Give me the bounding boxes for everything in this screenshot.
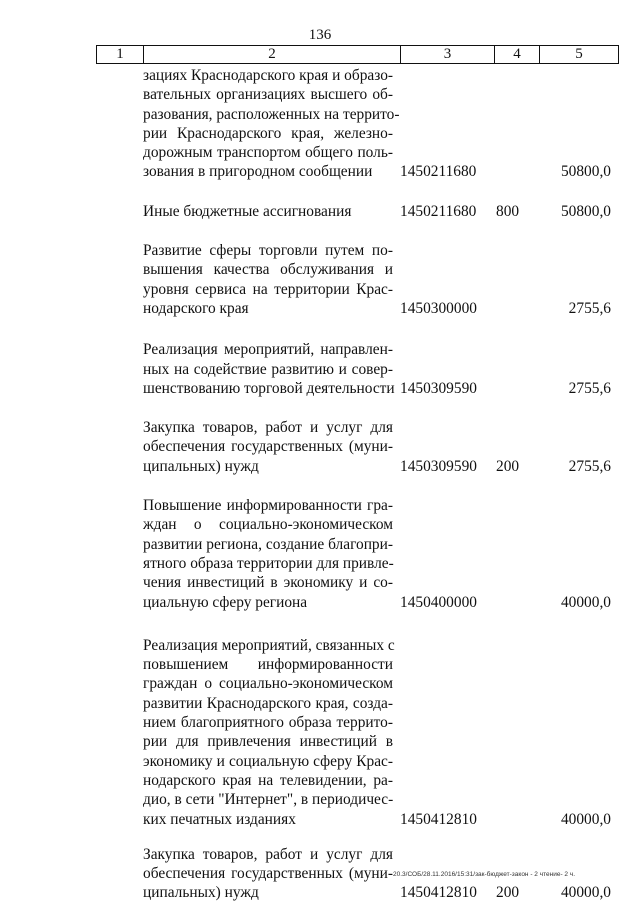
row-group: 200 — [496, 884, 520, 902]
row-code: 1450309590 — [400, 457, 477, 475]
row-code: 1450412810 — [400, 884, 477, 902]
description-line: нием благоприятного образа террито- — [143, 714, 393, 732]
description-line: вышения качества обслуживания и — [143, 261, 393, 279]
description-line: Развитие сферы торговли путем по- — [143, 242, 393, 260]
description-line: шенствованию торговой деятельности — [143, 379, 395, 397]
table-row — [0, 636, 640, 829]
header-col-2: 2 — [144, 46, 401, 64]
row-amount: 2755,6 — [568, 457, 611, 475]
row-description — [143, 496, 393, 612]
header-col-1: 1 — [97, 46, 144, 64]
table-row — [0, 241, 640, 318]
page-number: 136 — [308, 27, 332, 43]
row-amount: 40000,0 — [560, 593, 611, 611]
description-line: Закупка товаров, работ и услуг для — [143, 419, 393, 437]
description-line: ципальных) нужд — [143, 457, 259, 475]
row-code: 1450309590 — [400, 379, 477, 397]
row-amount: 50800,0 — [560, 202, 611, 220]
row-description — [143, 418, 393, 476]
description-line: ных на содействие развитию и совер- — [143, 360, 393, 378]
description-line: зования в пригородном сообщении — [143, 163, 373, 181]
description-line: развитии Краснодарского края, созда- — [143, 694, 393, 712]
footer-stamp: 20.3/СОБ/28.11.2016/15:31/зак-бюджет-закон - 2 чтение- 2 ч. — [393, 871, 576, 878]
description-line: уровня сервиса на территории Крас- — [143, 280, 393, 298]
description-line: дио, в сети "Интернет", в периодичес- — [143, 791, 394, 809]
description-line: разования, расположенных на террито- — [143, 105, 400, 123]
table-row — [0, 418, 640, 476]
row-code: 1450412810 — [400, 810, 477, 828]
row-description — [143, 241, 393, 318]
row-amount: 50800,0 — [560, 163, 611, 181]
row-code: 1450211680 — [400, 202, 477, 220]
description-line: экономику и социальную сферу Крас- — [143, 752, 393, 770]
row-amount: 40000,0 — [560, 884, 611, 902]
budget-rows — [0, 66, 640, 903]
row-amount: 2755,6 — [568, 379, 611, 397]
description-line: ятного образа территории для привле- — [143, 554, 394, 572]
row-code: 1450300000 — [400, 299, 477, 317]
description-line: Реализация мероприятий, связанных с — [143, 636, 395, 654]
row-description — [143, 202, 393, 221]
description-line: рии Краснодарского края, железно- — [143, 124, 393, 142]
description-line: чения инвестиций в экономику и со- — [143, 574, 393, 592]
description-line: вательных организациях высшего об- — [143, 86, 393, 104]
description-line: ципальных) нужд — [143, 884, 259, 902]
description-line: граждан о социально-экономическом — [143, 675, 393, 693]
description-line: зациях Краснодарского края и образо- — [143, 67, 394, 84]
row-amount: 2755,6 — [568, 299, 611, 317]
row-description — [143, 340, 393, 398]
row-description — [143, 636, 393, 829]
row-amount: 40000,0 — [560, 810, 611, 828]
table-row — [0, 340, 640, 398]
row-group: 800 — [496, 202, 520, 220]
header-col-4: 4 — [495, 46, 540, 64]
row-description — [143, 66, 400, 182]
description-line: Закупка товаров, работ и услуг для — [143, 845, 393, 863]
description-line: обеспечения государственных (муни- — [143, 438, 393, 456]
description-line: циальную сферу региона — [143, 593, 308, 611]
table-row — [0, 202, 640, 221]
header-col-5: 5 — [540, 46, 619, 64]
description-line: Реализация мероприятий, направлен- — [143, 341, 393, 359]
description-line: Иные бюджетные ассигнования — [143, 202, 352, 220]
description-line: ждан о социально-экономическом — [143, 516, 393, 534]
row-code: 1450211680 — [400, 163, 477, 181]
description-line: развитии региона, создание благопри- — [143, 535, 393, 553]
header-col-3: 3 — [401, 46, 495, 64]
table-row — [0, 66, 640, 182]
description-line: обеспечения государственных (муни- — [143, 865, 393, 883]
description-line: нодарского края на телевидении, ра- — [143, 771, 393, 789]
description-line: ких печатных изданиях — [143, 810, 296, 828]
row-group: 200 — [496, 457, 520, 475]
row-code: 1450400000 — [400, 593, 477, 611]
description-line: повышением информированности — [143, 656, 393, 674]
table-header — [96, 45, 619, 64]
row-description — [143, 845, 393, 903]
description-line: Повышение информированности гра- — [143, 497, 393, 515]
description-line: нодарского края — [143, 299, 249, 317]
table-row — [0, 496, 640, 612]
description-line: рии для привлечения инвестиций в — [143, 733, 393, 751]
description-line: дорожным транспортом общего поль- — [143, 144, 393, 162]
